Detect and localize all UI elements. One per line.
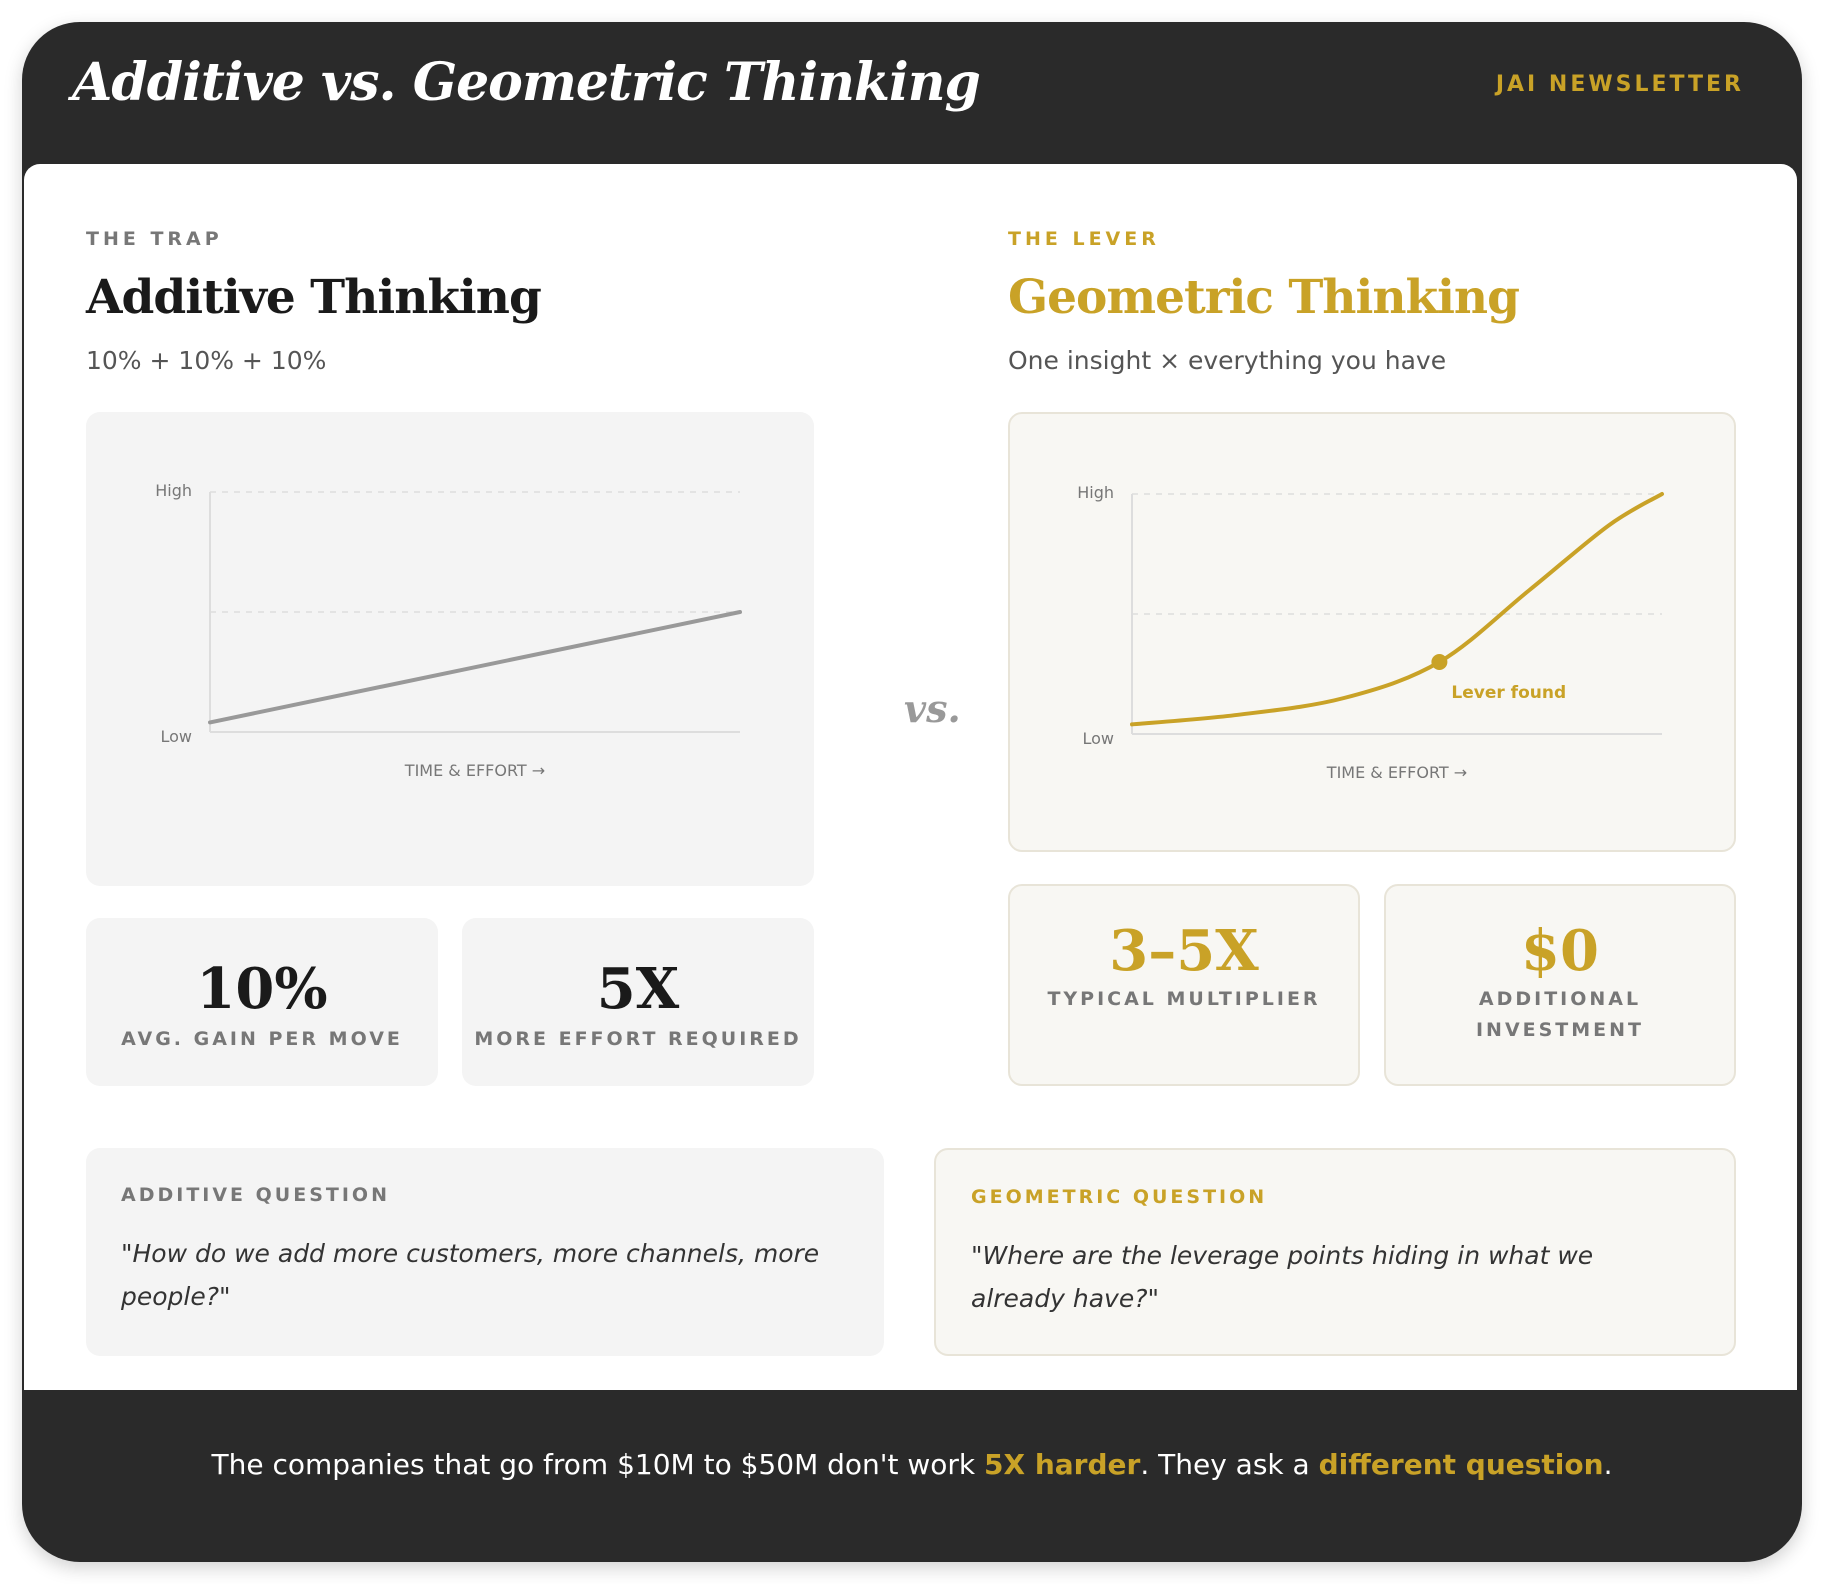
stat-label: MORE EFFORT REQUIRED <box>474 1028 802 1050</box>
footer <box>22 1390 1802 1562</box>
question-text: "Where are the leverage points hiding in what we already have?" <box>971 1241 1594 1313</box>
vs-label: vs. <box>904 686 961 731</box>
footer-tagline <box>22 1448 1802 1481</box>
question-label: ADDITIVE QUESTION <box>121 1184 390 1206</box>
right-eyebrow: THE LEVER <box>1008 228 1160 250</box>
footer-highlight-question: different question <box>1318 1448 1604 1481</box>
lever-annotation: Lever found <box>1451 683 1567 703</box>
stat-value: $0 <box>1521 918 1599 984</box>
x-axis-label: TIME & EFFORT → <box>404 761 546 780</box>
stat-card-avg-gain <box>86 918 438 1086</box>
page-title: Additive vs. Geometric Thinking <box>72 52 980 113</box>
infographic-frame <box>22 22 1802 1562</box>
y-tick-high: High <box>1077 483 1114 502</box>
geometric-chart-svg <box>1010 414 1734 850</box>
footer-text-start: The companies that go from $10M to $50M don't work <box>211 1448 985 1481</box>
stat-label: AVG. GAIN PER MOVE <box>121 1028 403 1050</box>
additive-chart <box>86 412 814 886</box>
stat-card-more-effort <box>462 918 814 1086</box>
stat-card-investment <box>1384 884 1736 1086</box>
additive-question-card <box>86 1148 884 1356</box>
content-panel <box>24 164 1797 1390</box>
question-text: "How do we add more customers, more channels, more people?" <box>121 1239 820 1311</box>
x-axis-label: TIME & EFFORT → <box>1326 763 1468 782</box>
additive-series-line <box>210 612 740 722</box>
geometric-series-line <box>1132 494 1662 724</box>
footer-highlight-harder: 5X harder <box>984 1448 1141 1481</box>
geometric-chart <box>1008 412 1736 852</box>
y-tick-low: Low <box>160 727 192 746</box>
left-title: Additive Thinking <box>86 270 541 325</box>
y-tick-high: High <box>155 481 192 500</box>
newsletter-brand: JAI NEWSLETTER <box>1495 72 1744 97</box>
stat-label: TYPICAL MULTIPLIER <box>1047 988 1321 1010</box>
lever-point-marker <box>1431 654 1447 670</box>
question-label: GEOMETRIC QUESTION <box>971 1186 1268 1208</box>
additive-chart-svg <box>86 412 814 886</box>
right-title: Geometric Thinking <box>1008 270 1519 325</box>
footer-text-middle: . They ask a <box>1140 1448 1319 1481</box>
y-tick-low: Low <box>1082 729 1114 748</box>
stat-value: 10% <box>196 956 328 1022</box>
geometric-question-card <box>934 1148 1736 1356</box>
left-subtitle: 10% + 10% + 10% <box>86 346 327 375</box>
header <box>22 22 1802 164</box>
left-eyebrow: THE TRAP <box>86 228 223 250</box>
stat-value: 5X <box>596 956 680 1022</box>
stat-value: 3–5X <box>1109 918 1259 984</box>
right-subtitle: One insight × everything you have <box>1008 346 1447 375</box>
stat-card-multiplier <box>1008 884 1360 1086</box>
stat-label: ADDITIONAL INVESTMENT <box>1475 988 1645 1041</box>
footer-text-end: . <box>1603 1448 1613 1481</box>
